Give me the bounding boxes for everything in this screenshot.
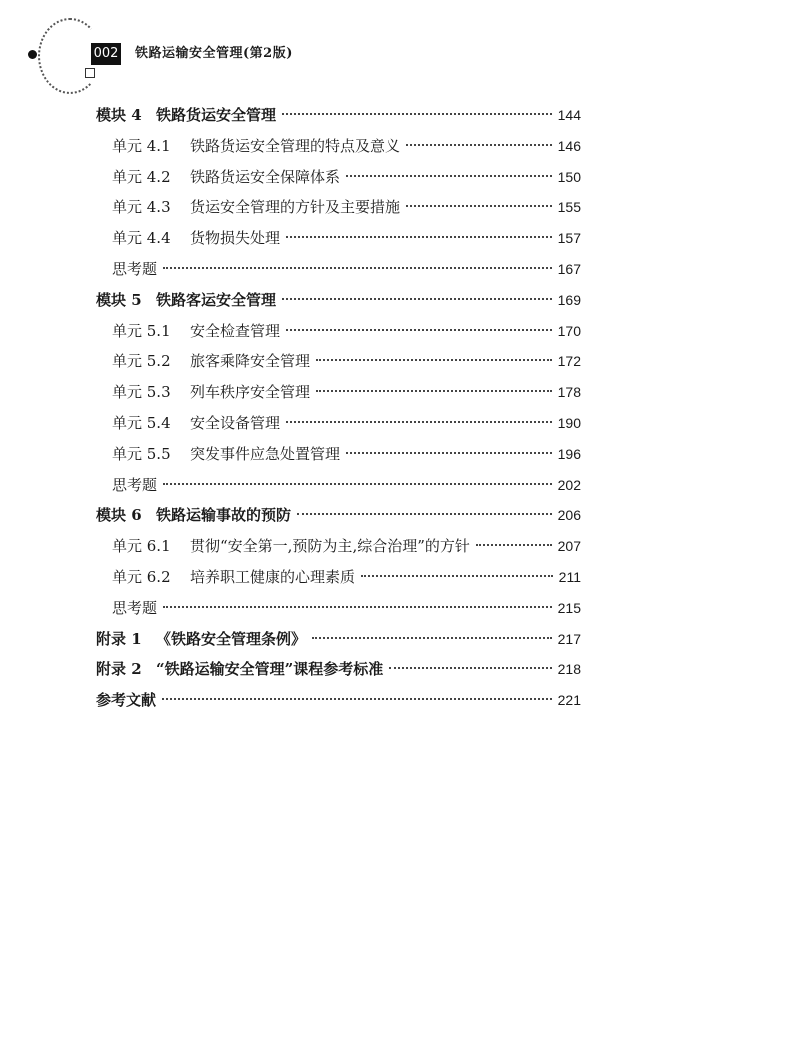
toc-page: 202	[557, 476, 581, 493]
toc-page: 172	[557, 353, 581, 370]
toc-title: 铁路客运安全管理	[156, 290, 277, 309]
toc-title: 参考文献	[96, 691, 157, 710]
toc-entry-references[interactable]	[96, 685, 581, 716]
leader-dots	[476, 544, 552, 546]
toc-page: 206	[557, 507, 581, 524]
toc-title: 思考题	[112, 475, 158, 494]
leader-dots	[286, 421, 552, 423]
leader-dots	[316, 359, 552, 361]
toc-entry-unit-5-2[interactable]	[96, 346, 581, 377]
toc-title: 铁路货运安全保障体系	[190, 167, 341, 186]
toc-entry-unit-4-4[interactable]	[96, 223, 581, 254]
toc-number: 模块 6	[96, 506, 142, 525]
toc-number: 单元 4.3	[112, 198, 171, 217]
toc-page: 169	[557, 291, 581, 308]
toc-number: 单元 4.1	[112, 136, 171, 155]
toc-number: 单元 5.2	[112, 352, 171, 371]
toc-entry-unit-4-1[interactable]	[96, 131, 581, 162]
book-title: 铁路运输安全管理(第2版)	[135, 46, 293, 61]
toc-title: 培养职工健康的心理素质	[190, 567, 356, 586]
toc-page: 218	[557, 661, 581, 678]
toc-page: 196	[557, 445, 581, 462]
toc-number: 单元 5.4	[112, 413, 171, 432]
toc-number: 单元 5.1	[112, 321, 171, 340]
toc-number: 单元 4.4	[112, 229, 171, 248]
header-ornament-dot	[28, 50, 37, 59]
toc-page: 157	[557, 230, 581, 247]
toc-entry-unit-4-3[interactable]	[96, 192, 581, 223]
toc-title: 铁路运输事故的预防	[156, 506, 292, 525]
leader-dots	[389, 667, 551, 669]
leader-dots	[406, 144, 552, 146]
toc-entry-module-5[interactable]	[96, 285, 581, 316]
toc-entry-questions-4[interactable]	[96, 254, 581, 285]
leader-dots	[406, 205, 552, 207]
toc-entry-unit-5-5[interactable]	[96, 439, 581, 470]
leader-dots	[163, 483, 552, 485]
toc-page: 221	[557, 692, 581, 709]
leader-dots	[312, 637, 552, 639]
toc-entry-module-6[interactable]	[96, 500, 581, 531]
toc-title: 安全检查管理	[190, 321, 281, 340]
leader-dots	[286, 329, 552, 331]
toc-title: 货运安全管理的方针及主要措施	[190, 198, 401, 217]
toc-number: 单元 6.1	[112, 537, 171, 556]
leader-dots	[316, 390, 552, 392]
toc-number: 单元 5.5	[112, 444, 171, 463]
toc-entry-unit-5-3[interactable]	[96, 377, 581, 408]
toc-number: 模块 5	[96, 290, 142, 309]
toc-entry-unit-6-1[interactable]	[96, 531, 581, 562]
page-number-badge: 002	[91, 43, 121, 65]
toc-page: 217	[557, 630, 581, 647]
leader-dots	[361, 575, 553, 577]
toc-entry-unit-6-2[interactable]	[96, 562, 581, 593]
toc-number: 附录 2	[96, 660, 142, 679]
leader-dots	[282, 113, 552, 115]
toc-title: 旅客乘降安全管理	[190, 352, 311, 371]
toc-title: 突发事件应急处置管理	[190, 444, 341, 463]
toc-entry-appendix-1[interactable]	[96, 624, 581, 655]
toc-page: 215	[557, 599, 581, 616]
leader-dots	[346, 452, 552, 454]
toc-entry-module-4[interactable]	[96, 100, 581, 131]
leader-dots	[297, 513, 552, 515]
toc-page: 178	[557, 384, 581, 401]
toc-page: 167	[557, 260, 581, 277]
leader-dots	[282, 298, 552, 300]
header-ornament-square	[85, 68, 95, 78]
leader-dots	[162, 698, 552, 700]
leader-dots	[163, 267, 552, 269]
toc-title: 货物损失处理	[190, 229, 281, 248]
toc-entry-unit-5-1[interactable]	[96, 316, 581, 347]
toc-page: 144	[557, 107, 581, 123]
toc-page: 211	[558, 568, 581, 585]
toc-title: 铁路货运安全管理	[156, 106, 277, 124]
toc-number: 模块 4	[96, 106, 142, 124]
toc-page: 190	[557, 414, 581, 431]
toc-page: 207	[557, 538, 581, 555]
toc-title: 列车秩序安全管理	[190, 383, 311, 402]
toc-title: 思考题	[112, 598, 158, 617]
leader-dots	[163, 606, 552, 608]
leader-dots	[286, 236, 552, 238]
toc-entry-questions-5[interactable]	[96, 470, 581, 501]
toc-title: 《铁路安全管理条例》	[156, 629, 307, 648]
toc-page: 150	[557, 168, 581, 185]
toc-page: 170	[557, 322, 581, 339]
toc-page: 155	[557, 199, 581, 216]
toc-title: “铁路运输安全管理”课程参考标准	[156, 660, 384, 679]
toc-number: 单元 5.3	[112, 383, 171, 402]
toc-number: 附录 1	[96, 629, 142, 648]
toc-entry-unit-5-4[interactable]	[96, 408, 581, 439]
leader-dots	[346, 175, 552, 177]
toc-entry-appendix-2[interactable]	[96, 654, 581, 685]
toc-title: 安全设备管理	[190, 413, 281, 432]
toc-number: 单元 6.2	[112, 567, 171, 586]
table-of-contents	[96, 100, 581, 716]
toc-number: 单元 4.2	[112, 167, 171, 186]
toc-title: 铁路货运安全管理的特点及意义	[190, 136, 401, 155]
toc-title: 贯彻“安全第一,预防为主,综合治理”的方针	[190, 537, 470, 556]
toc-entry-questions-6[interactable]	[96, 593, 581, 624]
toc-page: 146	[557, 137, 581, 154]
toc-entry-unit-4-2[interactable]	[96, 162, 581, 193]
toc-title: 思考题	[112, 259, 158, 278]
